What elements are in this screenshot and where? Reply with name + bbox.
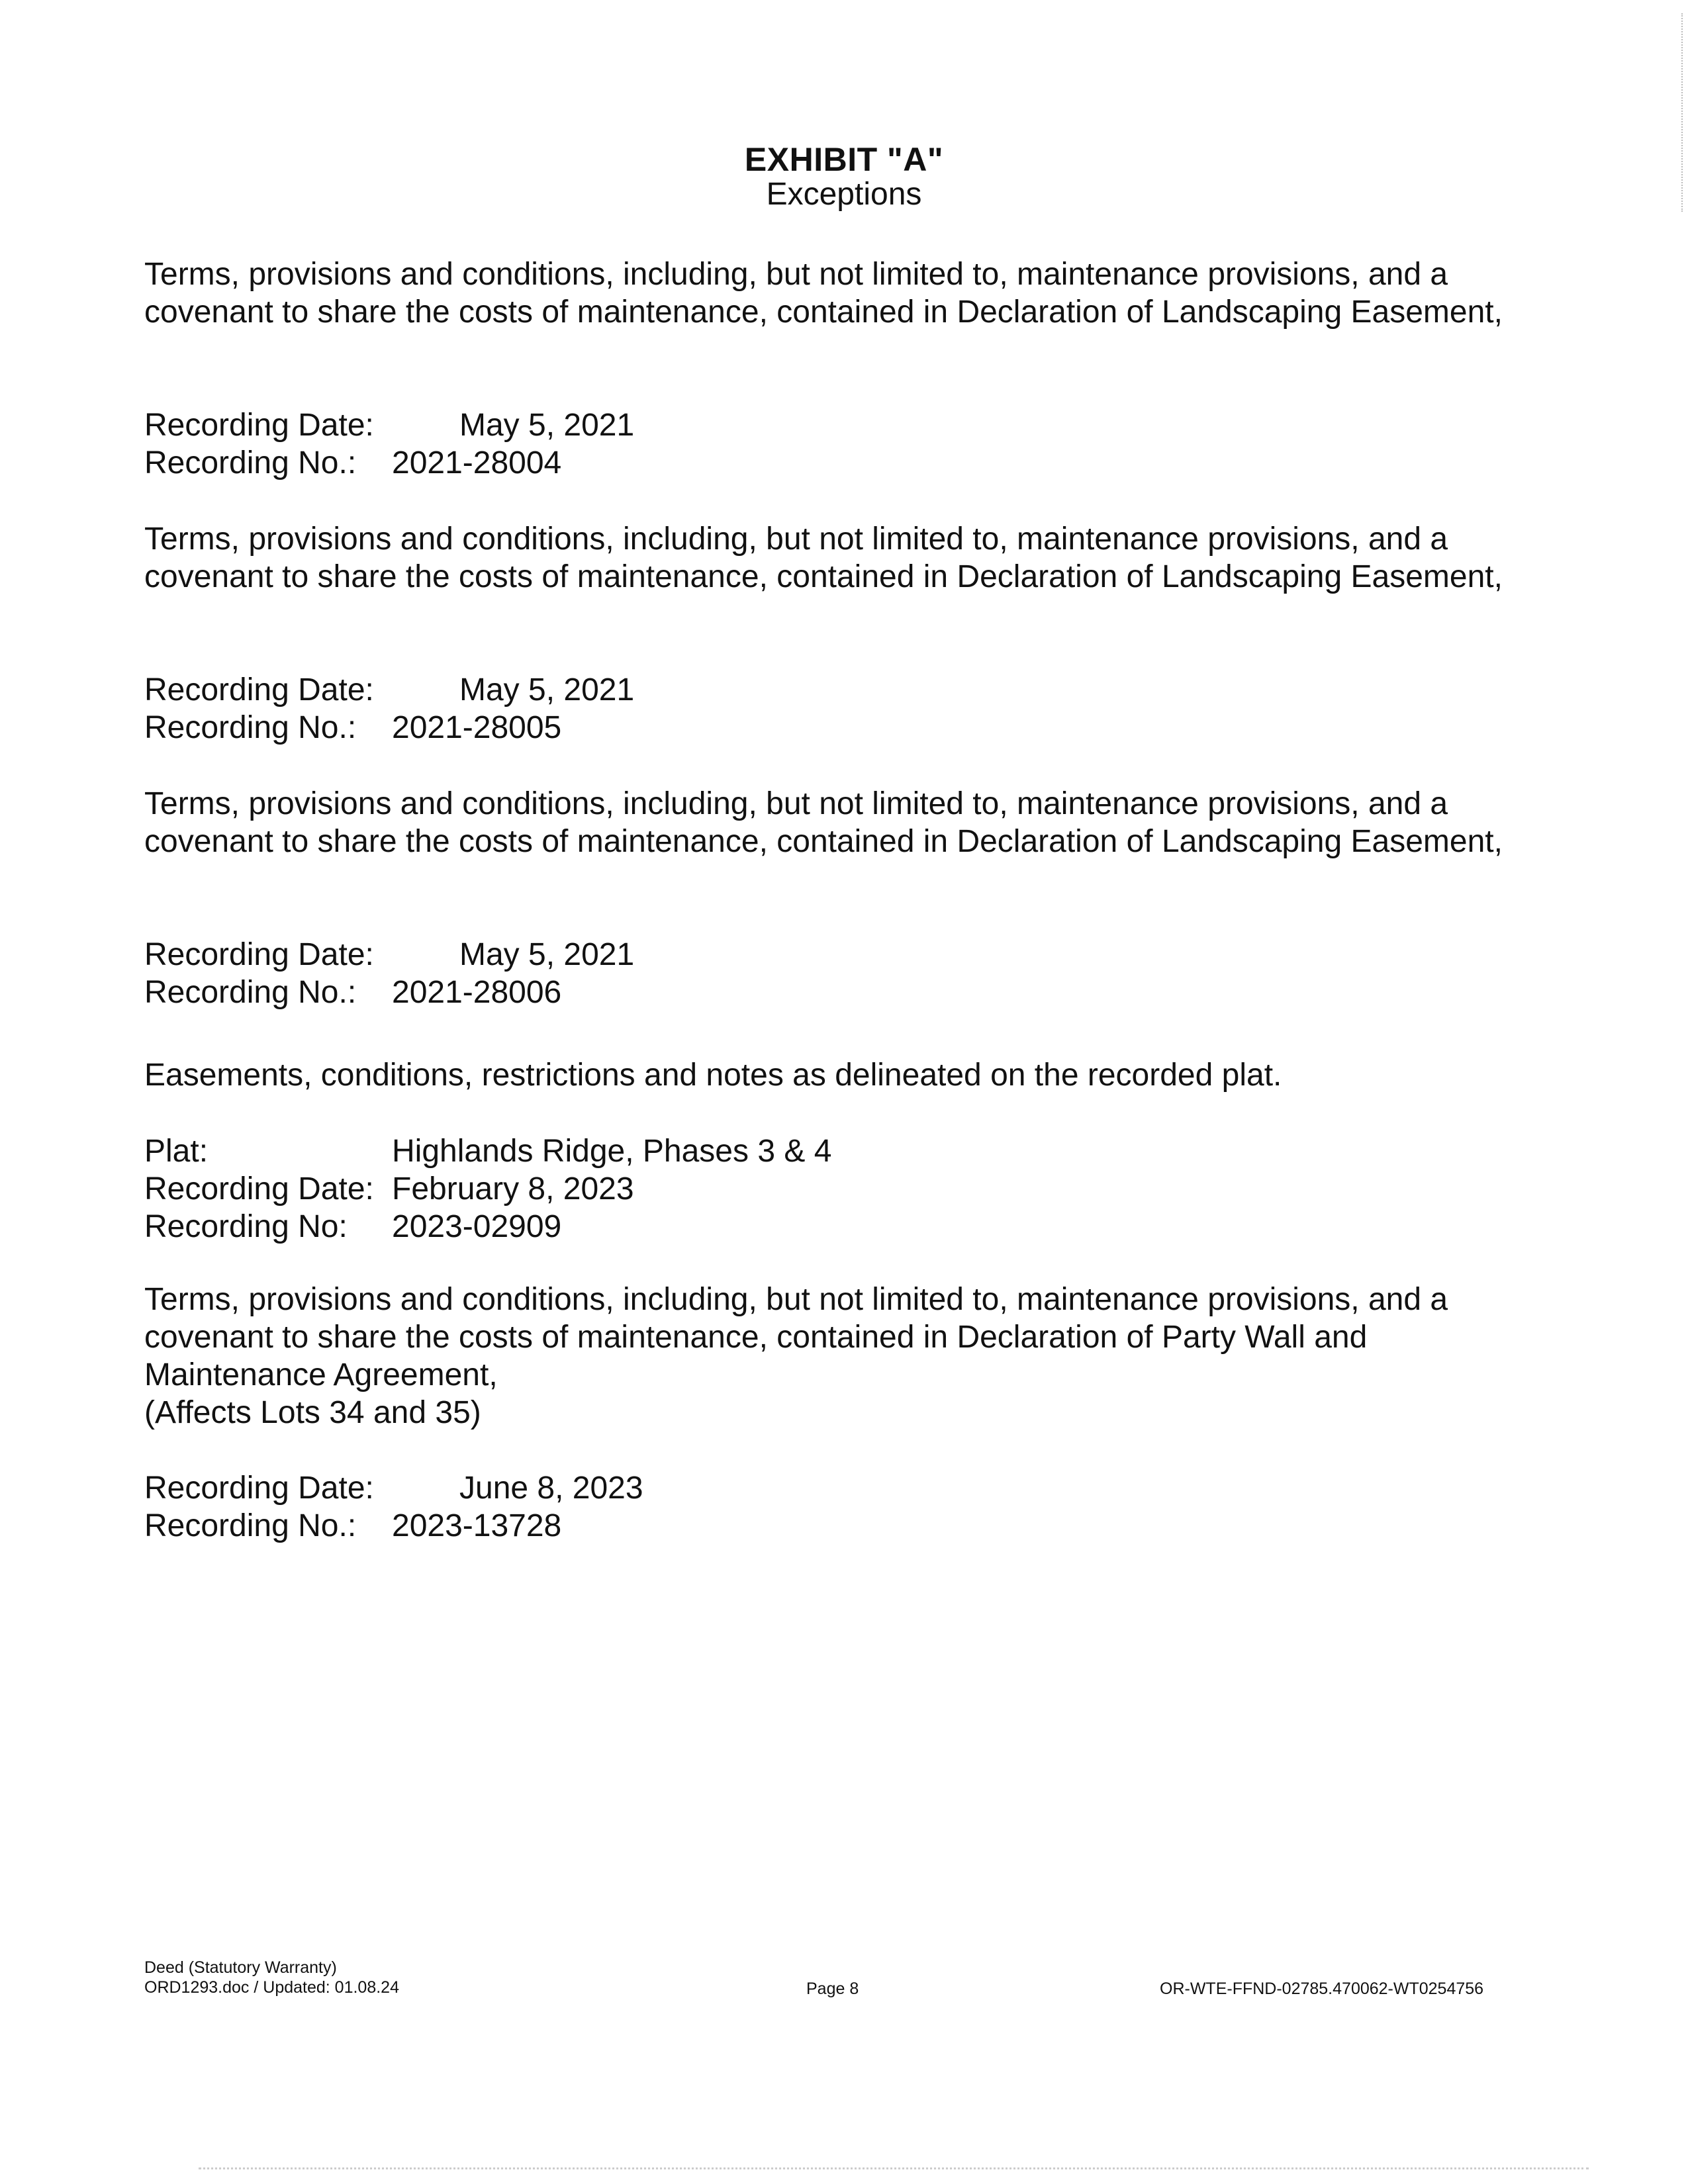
exception-paragraph: Terms, provisions and conditions, including, but not limited to, maintenance provisions, and a covenant to share the costs of maintenance, contained in Declaration of Landscaping Easement, xyxy=(144,522,1503,594)
footer-doc-ref: ORD1293.doc / Updated: 01.08.24 xyxy=(144,1978,399,1997)
exhibit-subtitle: Exceptions xyxy=(766,177,922,212)
exception-paragraph: Terms, provisions and conditions, including, but not limited to, maintenance provisions, and a covenant to share the costs of maintenance, contained in Declaration of Party Wall and Maintenance Agreement, xyxy=(144,1282,1448,1392)
exception-5-text xyxy=(144,1281,1534,1432)
footer-page-number: Page 8 xyxy=(806,1979,859,1998)
recording-no-label: Recording No.: xyxy=(144,975,357,1010)
recording-date-value: May 5, 2021 xyxy=(459,672,635,707)
recording-no-label: Recording No.: xyxy=(144,710,357,745)
recording-no-value: 2021-28004 xyxy=(392,445,562,480)
recording-no-value: 2021-28006 xyxy=(392,975,562,1010)
scan-bottom-artifact xyxy=(199,2161,1589,2169)
recording-date-value: May 5, 2021 xyxy=(459,937,635,972)
exception-1-text xyxy=(144,255,1534,331)
footer-order-number: OR-WTE-FFND-02785.470062-WT0254756 xyxy=(1160,1979,1484,1998)
exception-paragraph: Easements, conditions, restrictions and notes as delineated on the recorded plat. xyxy=(144,1058,1282,1093)
exhibit-title: EXHIBIT "A" xyxy=(744,141,944,178)
exception-paragraph: Terms, provisions and conditions, including, but not limited to, maintenance provisions, and a covenant to share the costs of maintenance, contained in Declaration of Landscaping Easement, xyxy=(144,257,1503,330)
recording-date-label: Recording Date: xyxy=(144,1171,374,1206)
exception-3-text xyxy=(144,785,1534,860)
exception-2-text xyxy=(144,520,1534,596)
recording-date-value: May 5, 2021 xyxy=(459,408,635,443)
footer-left xyxy=(144,1958,399,1997)
recording-date-label: Recording Date: xyxy=(144,937,374,972)
exception-note: (Affects Lots 34 and 35) xyxy=(144,1395,481,1430)
recording-date-value: February 8, 2023 xyxy=(392,1171,634,1206)
recording-date-value: June 8, 2023 xyxy=(459,1471,643,1506)
plat-label: Plat: xyxy=(144,1134,209,1169)
scan-edge-artifact xyxy=(1677,13,1683,212)
recording-no-label: Recording No.: xyxy=(144,445,357,480)
recording-no-value: 2021-28005 xyxy=(392,710,562,745)
recording-no-value: 2023-13728 xyxy=(392,1508,562,1543)
exception-paragraph: Terms, provisions and conditions, including, but not limited to, maintenance provisions, and a covenant to share the costs of maintenance, contained in Declaration of Landscaping Easement, xyxy=(144,786,1503,859)
recording-no-value: 2023-02909 xyxy=(392,1209,562,1244)
recording-date-label: Recording Date: xyxy=(144,408,374,443)
recording-no-label: Recording No: xyxy=(144,1209,348,1244)
recording-date-label: Recording Date: xyxy=(144,672,374,707)
footer-doc-type: Deed (Statutory Warranty) xyxy=(144,1958,337,1977)
plat-value: Highlands Ridge, Phases 3 & 4 xyxy=(392,1134,832,1169)
recording-date-label: Recording Date: xyxy=(144,1471,374,1506)
exception-4-text xyxy=(144,1056,1534,1094)
recording-no-label: Recording No.: xyxy=(144,1508,357,1543)
